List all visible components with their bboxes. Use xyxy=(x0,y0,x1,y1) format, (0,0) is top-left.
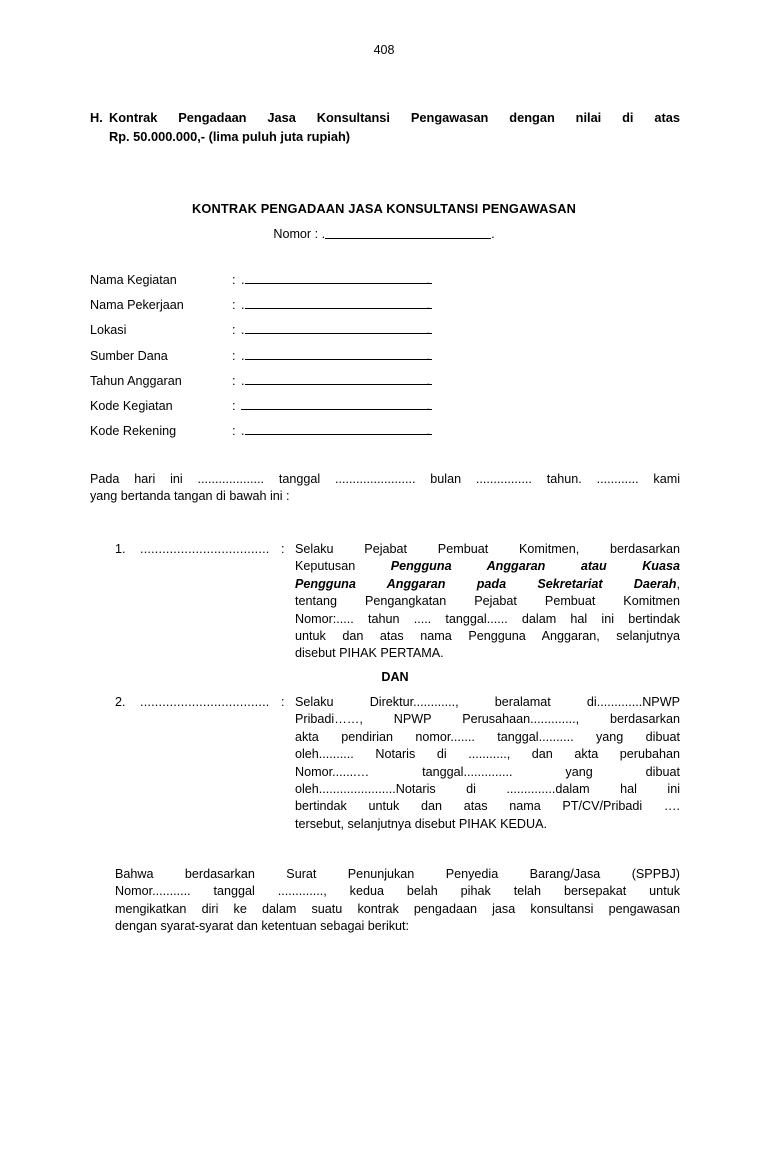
party-number: 1. xyxy=(115,542,126,556)
party-line: Nomor:..... tahun ..... tanggal...... dalam hal ini bertindak xyxy=(295,611,680,626)
field-row xyxy=(90,321,430,346)
party-line: oleh.......... Notaris di ..........., dan akta perubahan xyxy=(295,747,680,762)
field-blank-line xyxy=(245,321,432,334)
field-end-dot: . xyxy=(426,273,430,287)
party-name-blank: ................................... xyxy=(140,695,270,709)
field-colon: : xyxy=(232,398,236,413)
document-number-line xyxy=(0,226,768,243)
field-label: Kode Rekening xyxy=(90,424,177,439)
field-end-dot: . xyxy=(426,348,430,363)
party-line: bertindak untuk dan atas nama PT/CV/Pribadi …. xyxy=(295,799,680,814)
field-blank-line xyxy=(245,271,432,284)
field-lead-dot: . xyxy=(241,273,245,287)
field-row xyxy=(90,372,430,397)
section-heading-body xyxy=(109,108,680,146)
document-number-label: Nomor : . xyxy=(273,227,326,241)
field-row xyxy=(90,422,430,447)
document-number-blank xyxy=(325,238,491,239)
field-list xyxy=(90,271,430,447)
party-line xyxy=(295,576,680,593)
party-line-emphasis: Pengguna Anggaran atau Kuasa xyxy=(390,559,680,574)
field-row xyxy=(90,347,430,372)
opening-paragraph-line-1: Pada hari ini ................... tanggal ....................... bulan ................ tahun. ............ kami xyxy=(90,472,680,486)
party-line: untuk dan atas nama Pengguna Anggaran, selanjutnya xyxy=(295,629,680,644)
section-heading-line-1: Kontrak Pengadaan Jasa Konsultansi Pengawasan dengan nilai di atas xyxy=(109,110,680,125)
field-end-dot: . xyxy=(426,298,430,313)
party-line: akta pendirian nomor....... tanggal.......... yang dibuat xyxy=(295,729,680,744)
field-label: Sumber Dana xyxy=(90,348,168,363)
field-blank-line xyxy=(245,347,432,360)
field-label: Kode Kegiatan xyxy=(90,398,173,413)
document-title: KONTRAK PENGADAAN JASA KONSULTANSI PENGAWASAN xyxy=(191,201,577,216)
field-colon: : xyxy=(232,348,236,363)
field-end-dot: . xyxy=(426,398,430,413)
field-label: Nama Pekerjaan xyxy=(90,298,184,313)
field-row xyxy=(90,271,430,296)
field-colon: : xyxy=(232,424,236,439)
field-lead-dot: . xyxy=(241,348,245,363)
party-item-second xyxy=(115,694,680,833)
party-line: oleh......................Notaris di ..............dalam hal ini xyxy=(295,782,680,797)
field-blank-line xyxy=(245,372,432,385)
field-label: Nama Kegiatan xyxy=(90,273,177,287)
party-line: Selaku Direktur............, beralamat di.............NPWP xyxy=(295,695,680,709)
closing-paragraph-line-1: Bahwa berdasarkan Surat Penunjukan Penyedia Barang/Jasa (SPPBJ) xyxy=(115,867,680,881)
field-colon: : xyxy=(232,373,236,388)
party-line: Nomor.......… tanggal.............. yang dibuat xyxy=(295,764,680,779)
party-item-first xyxy=(115,541,680,663)
party-line xyxy=(295,558,680,575)
closing-paragraph-line-3: mengikatkan diri ke dalam suatu kontrak pengadaan jasa konsultansi pengawasan xyxy=(115,901,680,916)
party-line: tersebut, selanjutnya disebut PIHAK KEDUA. xyxy=(295,816,548,831)
party-description xyxy=(295,541,680,663)
field-label: Lokasi xyxy=(90,323,127,338)
field-colon: : xyxy=(232,323,236,338)
field-lead-dot: . xyxy=(241,298,245,313)
section-heading-letter: H. xyxy=(90,110,103,125)
party-line: tentang Pengangkatan Pejabat Pembuat Komitmen xyxy=(295,594,680,609)
closing-paragraph-line-2: Nomor........... tanggal ............., kedua belah pihak telah bersepakat untuk xyxy=(115,884,680,899)
field-lead-dot: . xyxy=(241,373,245,388)
opening-paragraph-line-2: yang bertanda tangan di bawah ini : xyxy=(90,489,290,504)
section-heading-line-2: Rp. 50.000.000,- (lima puluh juta rupiah) xyxy=(109,129,351,144)
party-line: Pribadi……, NPWP Perusahaan............., berdasarkan xyxy=(295,712,680,727)
field-blank-line xyxy=(245,296,432,309)
party-line-tail: , xyxy=(676,576,680,591)
field-blank-line xyxy=(245,422,432,435)
section-heading xyxy=(90,108,680,146)
party-line: Selaku Pejabat Pembuat Komitmen, berdasarkan xyxy=(295,542,680,556)
closing-paragraph xyxy=(115,866,680,936)
party-description xyxy=(295,694,680,833)
party-colon: : xyxy=(281,542,285,556)
page-number: 408 xyxy=(373,43,395,57)
field-row xyxy=(90,397,430,422)
party-line: disebut PIHAK PERTAMA. xyxy=(295,646,444,661)
field-row xyxy=(90,296,430,321)
document-number-trailing-dot: . xyxy=(491,227,495,241)
field-lead-dot: . xyxy=(241,323,245,338)
field-end-dot: . xyxy=(426,373,430,388)
field-end-dot: . xyxy=(426,323,430,338)
party-line-emphasis: Pengguna Anggaran pada Sekretariat Daerah xyxy=(295,576,677,591)
field-colon: : xyxy=(232,298,236,313)
party-name-blank: ................................... xyxy=(140,542,270,556)
field-label: Tahun Anggaran xyxy=(90,373,182,388)
field-end-dot: . xyxy=(426,424,430,439)
field-colon: : xyxy=(232,273,236,287)
party-number: 2. xyxy=(115,695,126,709)
party-line-plain: Keputusan xyxy=(295,559,391,574)
party-colon: : xyxy=(281,695,285,709)
field-lead-dot: . xyxy=(241,424,245,439)
closing-paragraph-line-4: dengan syarat-syarat dan ketentuan sebagai berikut: xyxy=(115,919,410,934)
opening-paragraph xyxy=(90,471,680,506)
separator-dan: DAN xyxy=(381,670,409,684)
field-blank-line xyxy=(241,397,432,410)
